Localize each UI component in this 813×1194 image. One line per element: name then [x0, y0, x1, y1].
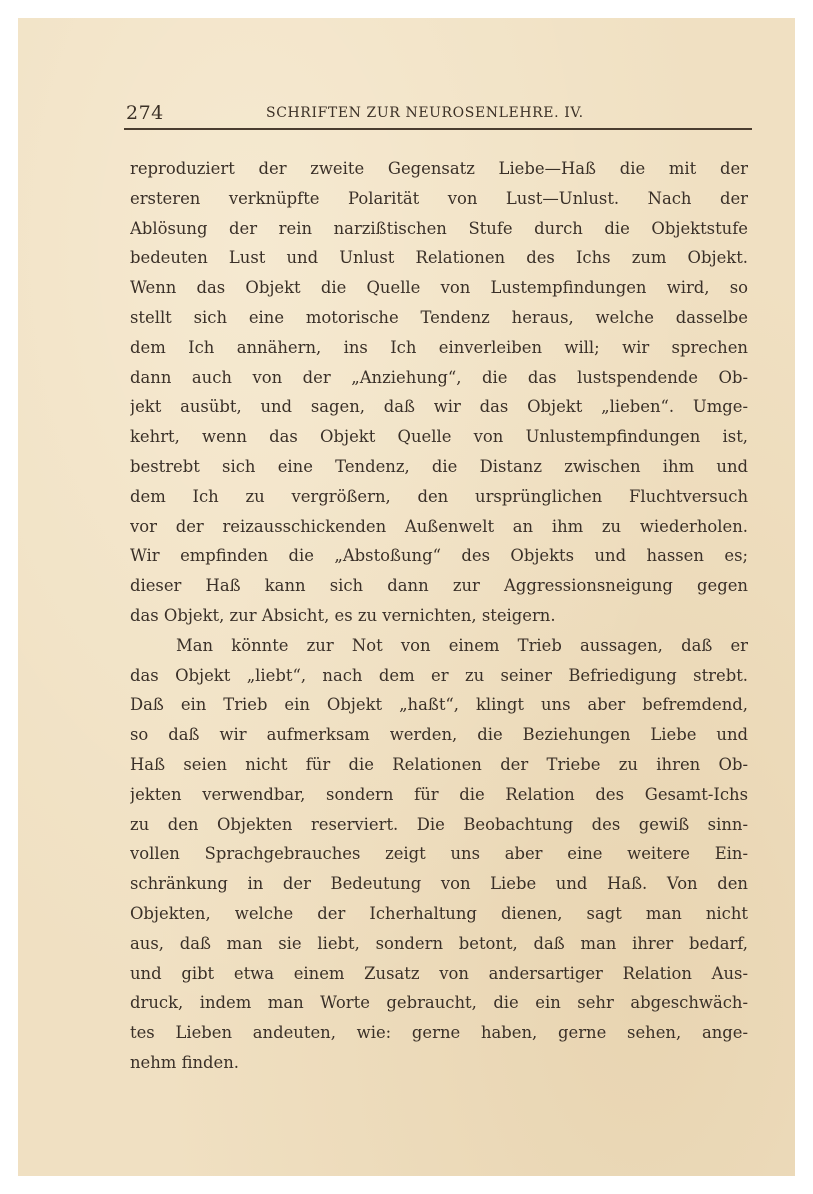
- text-line: nehm finden.: [130, 1052, 240, 1072]
- page-number: 274: [126, 102, 164, 124]
- book-page: [18, 18, 795, 1176]
- text-line: das Objekt, zur Absicht, es zu vernichten, steigern.: [130, 605, 556, 625]
- text-line: stellt sich eine motorische Tendenz heraus, welche dasselbe: [130, 307, 748, 327]
- text-line: ersteren verknüpfte Polarität von Lust—Unlust. Nach der: [130, 188, 748, 208]
- text-line: dann auch von der „Anziehung“, die das lustspendende Ob-: [130, 367, 748, 387]
- text-line: dem Ich annähern, ins Ich einverleiben will; wir sprechen: [130, 337, 748, 357]
- text-line: Haß seien nicht für die Relationen der Triebe zu ihren Ob-: [130, 754, 748, 774]
- text-line: Man könnte zur Not von einem Trieb aussagen, daß er: [176, 635, 748, 655]
- text-line: aus, daß man sie liebt, sondern betont, daß man ihrer bedarf,: [130, 933, 748, 953]
- text-line: jekt ausübt, und sagen, daß wir das Objekt „lieben“. Umge-: [130, 397, 748, 417]
- text-line: schränkung in der Bedeutung von Liebe und Haß. Von den: [130, 874, 748, 894]
- header-rule: [124, 128, 752, 130]
- text-line: Wenn das Objekt die Quelle von Lustempfindungen wird, so: [130, 278, 748, 298]
- page-header: [126, 102, 754, 128]
- text-line: vollen Sprachgebrauches zeigt uns aber eine weitere Ein-: [130, 844, 748, 864]
- text-line: druck, indem man Worte gebraucht, die ein sehr abgeschwäch-: [130, 993, 748, 1013]
- body-text: [130, 154, 748, 1078]
- text-line: zu den Objekten reserviert. Die Beobachtung des gewiß sinn-: [130, 814, 748, 834]
- text-line: vor der reizausschickenden Außenwelt an ihm zu wiederholen.: [130, 516, 748, 536]
- text-line: Objekten, welche der Icherhaltung dienen, sagt man nicht: [130, 903, 748, 923]
- text-line: das Objekt „liebt“, nach dem er zu seiner Befriedigung strebt.: [130, 665, 748, 685]
- running-head: SCHRIFTEN ZUR NEUROSENLEHRE. IV.: [266, 105, 584, 121]
- text-line: Daß ein Trieb ein Objekt „haßt“, klingt uns aber befremdend,: [130, 695, 748, 715]
- text-line: dieser Haß kann sich dann zur Aggressionsneigung gegen: [130, 576, 748, 596]
- paragraph-1: [130, 154, 748, 631]
- text-line: kehrt, wenn das Objekt Quelle von Unlustempfindungen ist,: [130, 427, 748, 447]
- text-line: so daß wir aufmerksam werden, die Beziehungen Liebe und: [130, 725, 748, 745]
- text-line: bestrebt sich eine Tendenz, die Distanz zwischen ihm und: [130, 456, 748, 476]
- text-line: reproduziert der zweite Gegensatz Liebe—Haß die mit der: [130, 159, 748, 178]
- text-line: Wir empfinden die „Abstoßung“ des Objekts und hassen es;: [130, 546, 748, 566]
- text-line: dem Ich zu vergrößern, den ursprünglichen Fluchtversuch: [130, 486, 748, 506]
- text-line: bedeuten Lust und Unlust Relationen des Ichs zum Objekt.: [130, 248, 748, 268]
- paragraph-2: [130, 631, 748, 1078]
- text-line: Ablösung der rein narzißtischen Stufe durch die Objektstufe: [130, 218, 748, 238]
- text-line: jekten verwendbar, sondern für die Relation des Gesamt-Ichs: [130, 784, 748, 804]
- text-line: und gibt etwa einem Zusatz von andersartiger Relation Aus-: [130, 963, 748, 983]
- text-line: tes Lieben andeuten, wie: gerne haben, gerne sehen, ange-: [130, 1023, 748, 1043]
